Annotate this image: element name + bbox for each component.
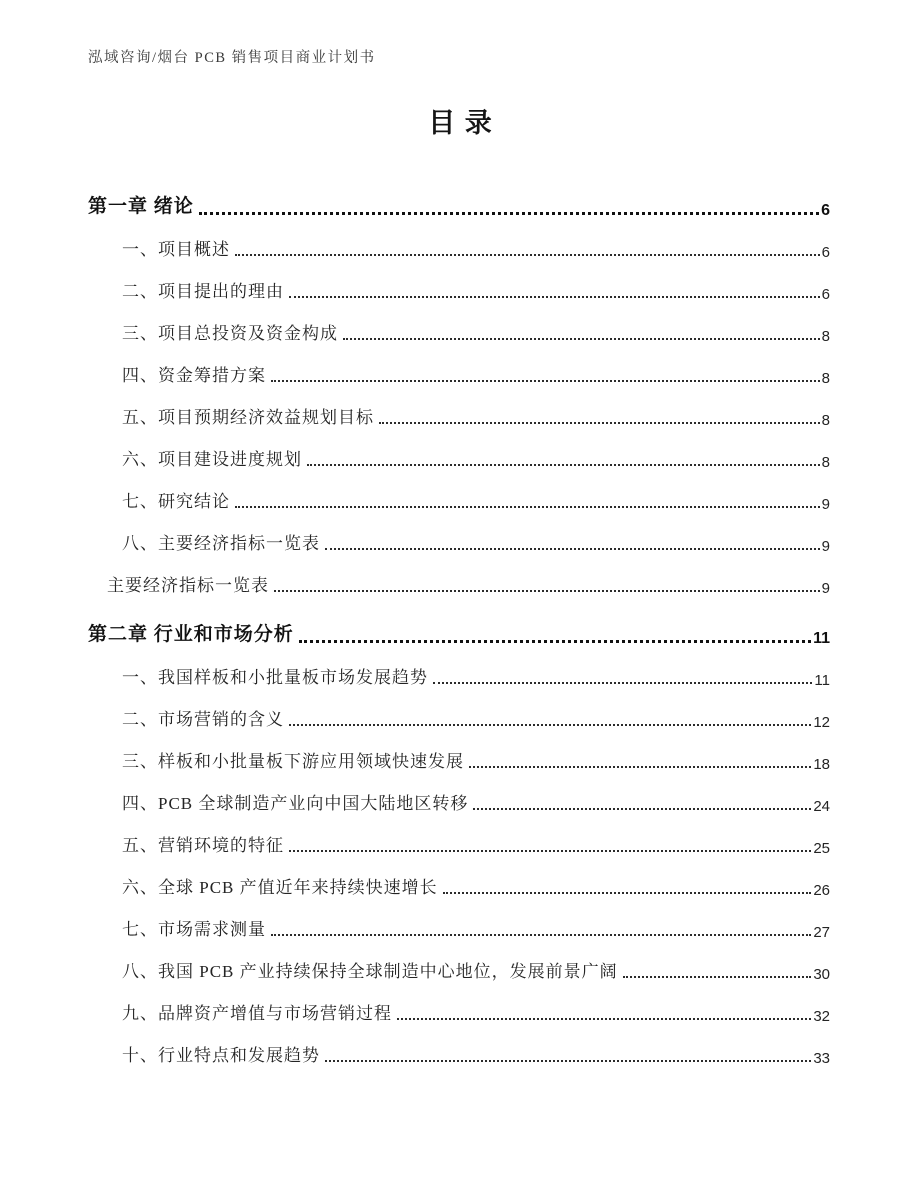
toc-chapter [88, 184, 830, 598]
toc-item-label: 四、PCB 全球制造产业向中国大陆地区转移 [122, 794, 469, 813]
toc-item-label: 九、品牌资产增值与市场营销过程 [122, 1004, 392, 1023]
dotted-leader [274, 590, 820, 592]
dotted-leader [623, 976, 812, 978]
toc-item-page-number: 9 [821, 538, 830, 555]
toc-item-page-number: 8 [821, 412, 830, 429]
toc-item-page-number: 25 [813, 840, 830, 857]
toc-item-label: 七、研究结论 [122, 492, 230, 511]
toc-item-row[interactable] [122, 430, 830, 472]
toc-item-page-number: 8 [821, 370, 830, 387]
toc-item-row[interactable] [122, 388, 830, 430]
toc-item-label: 五、营销环境的特征 [122, 836, 284, 855]
dotted-leader [469, 766, 811, 768]
toc-item-row[interactable] [122, 304, 830, 346]
toc-chapter [88, 612, 830, 1068]
document-header: 泓域咨询/烟台 PCB 销售项目商业计划书 [88, 50, 376, 66]
dotted-leader [433, 682, 812, 684]
toc-item-label: 五、项目预期经济效益规划目标 [122, 408, 374, 427]
toc-title: 目录 [428, 108, 502, 138]
toc-item-row[interactable] [122, 858, 830, 900]
toc-item-row[interactable] [122, 648, 830, 690]
toc-item-page-number: 9 [821, 580, 830, 597]
dotted-leader [473, 808, 811, 810]
toc-item-page-number: 11 [814, 672, 830, 689]
toc-item-page-number: 30 [813, 966, 830, 983]
dotted-leader [325, 548, 820, 550]
toc-item-row[interactable] [122, 732, 830, 774]
toc-item-row[interactable] [122, 1026, 830, 1068]
dotted-leader [271, 380, 820, 382]
toc-item-page-number: 6 [821, 244, 830, 261]
dotted-leader [325, 1060, 811, 1062]
toc-item-row[interactable] [122, 514, 830, 556]
toc-item-page-number: 18 [813, 756, 830, 773]
toc-item-label: 六、全球 PCB 产值近年来持续快速增长 [122, 878, 438, 897]
toc [88, 184, 830, 1068]
toc-item-label: 三、样板和小批量板下游应用领域快速发展 [122, 752, 464, 771]
toc-item-row[interactable] [122, 942, 830, 984]
toc-chapter-row[interactable] [88, 184, 830, 220]
toc-item-page-number: 32 [813, 1008, 830, 1025]
toc-chapter-label: 第一章 绪论 [88, 196, 194, 217]
toc-item-page-number: 24 [813, 798, 830, 815]
dotted-leader [289, 296, 820, 298]
toc-item-row[interactable] [122, 816, 830, 858]
toc-item-label: 四、资金筹措方案 [122, 366, 266, 385]
toc-item-label: 主要经济指标一览表 [107, 576, 269, 595]
toc-chapter-row[interactable] [88, 612, 830, 648]
toc-item-page-number: 26 [813, 882, 830, 899]
toc-chapter-label: 第二章 行业和市场分析 [88, 624, 294, 645]
dotted-leader [443, 892, 812, 894]
dotted-leader [307, 464, 820, 466]
toc-item-row[interactable] [122, 262, 830, 304]
toc-item-label: 七、市场需求测量 [122, 920, 266, 939]
toc-item-label: 八、我国 PCB 产业持续保持全球制造中心地位，发展前景广阔 [122, 962, 618, 981]
dotted-leader [289, 724, 811, 726]
toc-item-page-number: 6 [821, 286, 830, 303]
toc-item-page-number: 9 [821, 496, 830, 513]
toc-item-page-number: 8 [821, 454, 830, 471]
toc-item-row[interactable] [122, 774, 830, 816]
dotted-leader [289, 850, 811, 852]
toc-item-row[interactable] [122, 690, 830, 732]
dotted-leader [299, 640, 811, 643]
toc-item-row[interactable] [122, 346, 830, 388]
toc-item-label: 三、项目总投资及资金构成 [122, 324, 338, 343]
toc-item-row[interactable] [122, 472, 830, 514]
toc-chapter-page-number: 11 [813, 630, 830, 647]
toc-item-row[interactable] [122, 984, 830, 1026]
dotted-leader [199, 212, 819, 215]
toc-item-label: 十、行业特点和发展趋势 [122, 1046, 320, 1065]
toc-item-label: 二、市场营销的含义 [122, 710, 284, 729]
toc-item-label: 一、我国样板和小批量板市场发展趋势 [122, 668, 428, 687]
dotted-leader [379, 422, 820, 424]
dotted-leader [271, 934, 811, 936]
toc-item-label: 八、主要经济指标一览表 [122, 534, 320, 553]
toc-item-label: 二、项目提出的理由 [122, 282, 284, 301]
dotted-leader [397, 1018, 811, 1020]
toc-item-page-number: 12 [813, 714, 830, 731]
toc-item-label: 一、项目概述 [122, 240, 230, 259]
toc-item-row[interactable] [107, 556, 830, 598]
dotted-leader [235, 254, 820, 256]
dotted-leader [235, 506, 820, 508]
toc-item-page-number: 27 [813, 924, 830, 941]
toc-item-page-number: 8 [821, 328, 830, 345]
dotted-leader [343, 338, 820, 340]
toc-item-page-number: 33 [813, 1050, 830, 1067]
toc-item-label: 六、项目建设进度规划 [122, 450, 302, 469]
toc-item-row[interactable] [122, 900, 830, 942]
toc-item-row[interactable] [122, 220, 830, 262]
toc-chapter-page-number: 6 [821, 202, 830, 219]
